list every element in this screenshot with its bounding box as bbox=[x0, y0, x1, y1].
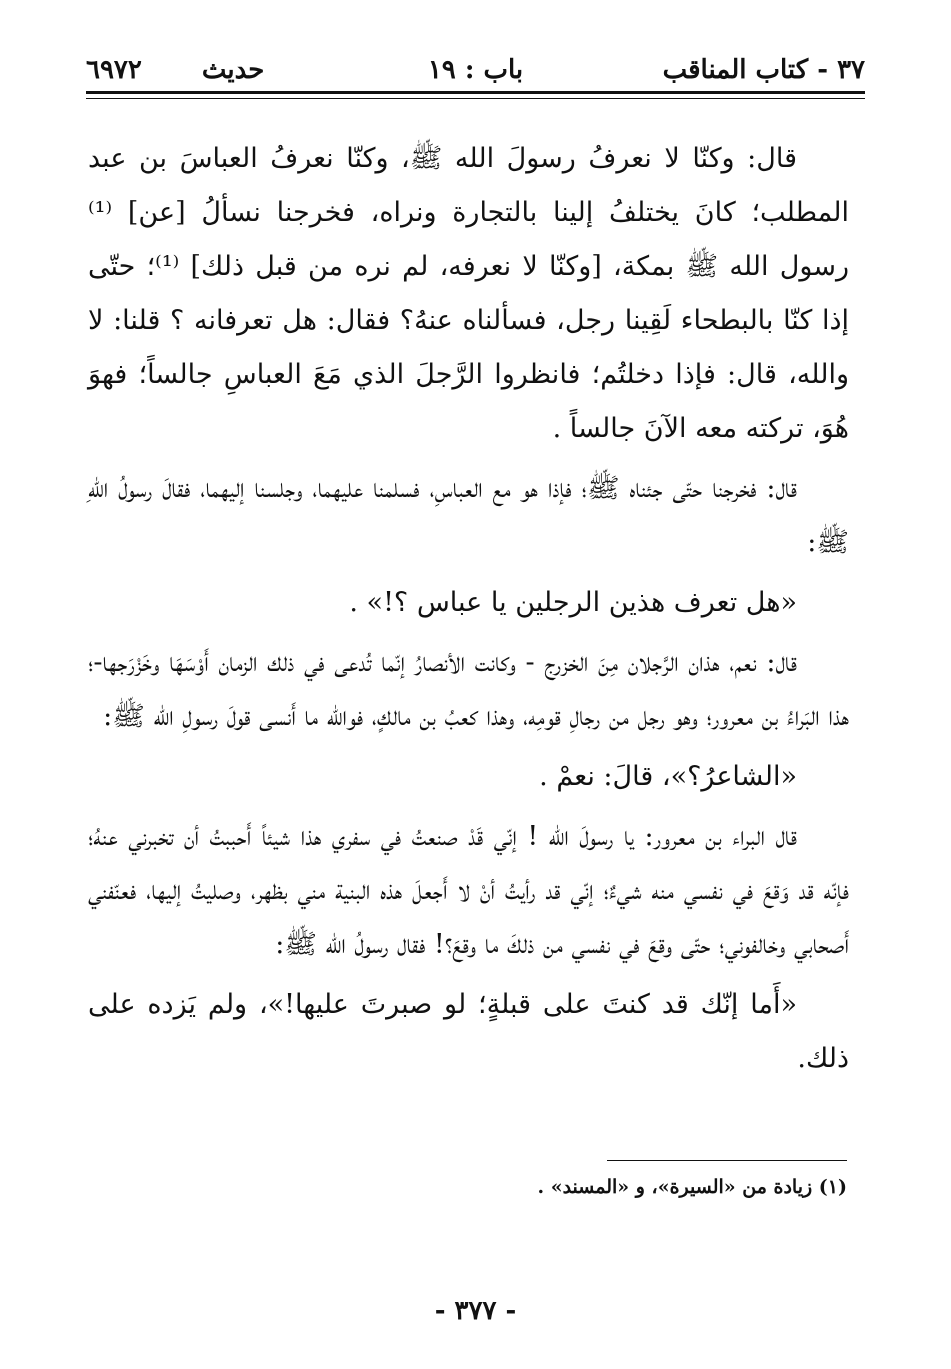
quote-paragraph: «الشاعرُ؟»، قالَ: نعمْ . bbox=[539, 761, 797, 792]
paragraph: قال: وكنّا لا نعرفُ رسولَ الله ﷺ، وكنّا نعرفُ العباسَ بن عبد المطلب؛ كانَ يختلفُ إلينا بالتجارة ونراه، فخرجنا نسألُ [عن] ⁽¹⁾ رسول الله ﷺ بمكة، [وكنّا لا نعرفه، لم نره من قبل ذلك] ⁽¹⁾؛ حتّى إذا كنّا بالبطحاء لَقِينا رجل، فسألناه عنهُ؟ فقال: هل تعرفانه ؟ قلنا: لا والله، قال: فإذا دخلتُم؛ فانظروا الرَّجلَ الذي مَعَ العباسِ جالساً؛ فهوَ هُوَ، تركته معه الآنَ جالساً . bbox=[88, 143, 850, 444]
running-header bbox=[86, 52, 865, 88]
hadith-number: ٦٩٧٢ bbox=[85, 55, 142, 85]
header-rule-thin bbox=[86, 98, 865, 99]
quote-paragraph: «أَما إنّك قد كنتَ على قبلةٍ؛ لو صبرتَ عليها!»، ولم يَزده على ذلك. bbox=[88, 989, 849, 1074]
paragraph: قال البراء بن معرور: يا رسولَ الله ! إنّي قَدْ صنعتُ في سفري هذا شيئاً أَحببتُ أن تخبرني عنهُ؛ فإنّه قد وَقعَ في نفسي منه شيءٌ؛ إنّي قد رأيتُ أنْ لا أَجعلَ هذه البنية مني بظهر، وصليتُ إليها، فعنّفني أَصحابي وخالفوني؛ حتّى وقعَ في نفسي من ذلكَ ما وقعَ؟! فقال رسولُ الله ﷺ: bbox=[88, 821, 849, 960]
main-text bbox=[88, 132, 849, 1092]
page-number: - ٣٧٧ - bbox=[434, 1296, 517, 1326]
paragraph: قال: نعم، هذان الرَّجلان مِنَ الخزرج - وكانت الأنصارُ إنّما تُدعى في ذلك الزمان أَوْسَهَا وخَزْرَجها-؛ هذا البَراءُ بن معرور؛ وهو رجل من رجالِ قومِه، وهذا كعبُ بن مالكٍ، فوالله ما أَنسى قولَ رسولِ الله ﷺ: bbox=[88, 647, 849, 732]
book-title: ٣٧ - كتاب المناقب bbox=[662, 55, 865, 85]
footnote-separator bbox=[607, 1160, 847, 1161]
header-rule-thick bbox=[86, 91, 865, 94]
footnote: (١) زيادة من «السيرة»، و «المسند» . bbox=[537, 1176, 847, 1198]
chapter-label: باب : ١٩ bbox=[427, 55, 524, 85]
quote-paragraph: «هل تعرف هذين الرجلين يا عباس ؟!» . bbox=[349, 587, 797, 618]
hadith-label: حديث bbox=[201, 55, 265, 85]
hadith-reference bbox=[86, 55, 346, 85]
paragraph: قال: فخرجنا حتّى جئناه ﷺ؛ فإذا هو مع العباسِ، فسلمنا عليهما، وجلسنا إليهما، فقالَ رسولُ اللهِ ﷺ: bbox=[88, 473, 849, 558]
